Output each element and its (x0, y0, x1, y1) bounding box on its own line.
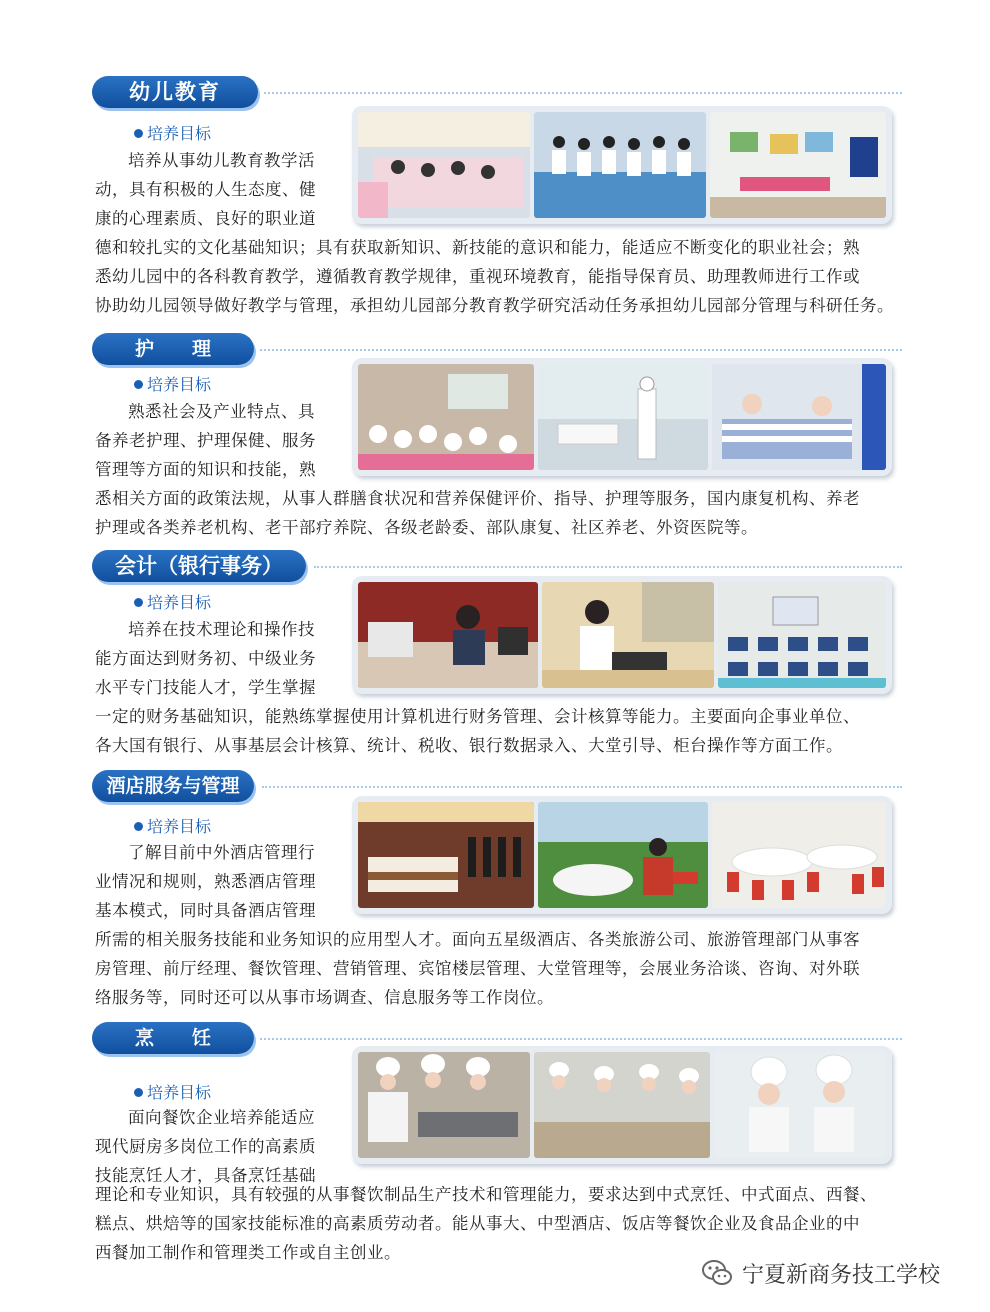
nurse-ward-photo (538, 364, 708, 470)
section-title: 会计（银行事务） (92, 550, 306, 582)
cashier-training-photo (542, 582, 714, 688)
divider (264, 92, 902, 94)
section-title: 酒店服务与管理 (92, 770, 254, 802)
watermark-text: 宁夏新商务技工学校 (742, 1262, 941, 1288)
paragraph-full: 一定的财务基础知识，能熟练掌握使用计算机进行财务管理、会计核算等能力。主要面向企事业单位、 各大国有银行、从事基层会计核算、统计、税收、银行数据录入、大堂引导、柜台操作等方面工作。 (95, 707, 860, 755)
bullet-icon (134, 129, 143, 138)
section-title: 幼儿教育 (92, 76, 258, 108)
divider (260, 349, 902, 351)
divider (260, 1038, 902, 1040)
subtitle: 培养目标 (134, 121, 211, 144)
bullet-icon (134, 1088, 143, 1097)
photo-strip (352, 796, 892, 914)
section-header-1 (92, 76, 902, 110)
paragraph-narrow: 面向餐饮企业培养能适应 现代厨房多岗位工作的高素质 技能烹饪人才，具备烹饪基础 (95, 1108, 316, 1185)
paragraph-narrow: 培养从事幼儿教育教学活 动，具有积极的人生态度、健 康的心理素质、良好的职业道 (95, 151, 316, 228)
photo-strip (352, 576, 892, 694)
divider (262, 786, 902, 788)
art-room-photo (710, 112, 886, 218)
paragraph-narrow: 熟悉社会及产业特点、具 备养老护理、护理保健、服务 管理等方面的知识和技能，熟 (95, 402, 316, 479)
wechat-icon (700, 1256, 734, 1290)
nursing-lab-photo (712, 364, 886, 470)
watermark (700, 1253, 940, 1293)
subtitle: 培养目标 (134, 372, 211, 395)
pastry-class-photo (534, 1052, 710, 1158)
bullet-icon (134, 598, 143, 607)
paragraph-full: 所需的相关服务技能和业务知识的应用型人才。面向五星级酒店、各类旅游公司、旅游管理部门从事客 房管理、前厅经理、餐饮管理、营销管理、宾馆楼层管理、大堂管理等，会展业务洽谈、咨询、对外联 络服务等，同时还可以从事市场调查、信息服务等工作岗位。 (95, 930, 860, 1007)
paragraph-full: 悉相关方面的政策法规，从事人群膳食状况和营养保健评价、指导、护理等服务，国内康复机构、养老 护理或各类养老机构、老干部疗养院、各级老龄委、部队康复、社区养老、外资医院等。 (95, 489, 860, 537)
bank-counter-photo (358, 582, 538, 688)
nursing-lecture-photo (358, 364, 534, 470)
paragraph-full: 理论和专业知识，具有较强的从事餐饮制品生产技术和管理能力，要求达到中式烹饪、中式面点、西餐、 糕点、烘焙等的国家技能标准的高素质劳动者。能从事大、中型酒店、饭店等餐饮企业及食品企业的中 西餐加工制作和管理类工作或自主创业。 (95, 1185, 877, 1262)
paragraph-narrow: 培养在技术理论和操作技 能方面达到财务初、中级业务 水平专门技能人才，学生掌握 (95, 620, 316, 697)
bullet-icon (134, 822, 143, 831)
subtitle: 培养目标 (134, 1080, 211, 1103)
chefs-closeup-photo (714, 1052, 886, 1158)
photo-strip (352, 106, 892, 224)
computer-lab-photo (718, 582, 886, 688)
photo-strip (352, 1046, 892, 1164)
hotel-room-photo (358, 802, 534, 908)
dance-class-photo (534, 112, 706, 218)
bullet-icon (134, 380, 143, 389)
photo-strip (352, 358, 892, 476)
divider (314, 566, 902, 568)
paragraph-narrow: 了解目前中外酒店管理行 业情况和规则，熟悉酒店管理 基本模式，同时具备酒店管理 (95, 843, 316, 920)
chef-class-photo (358, 1052, 530, 1158)
banquet-hall-photo (712, 802, 886, 908)
subtitle: 培养目标 (134, 814, 211, 837)
section-title: 护 理 (92, 333, 254, 365)
paragraph-full: 德和较扎实的文化基础知识；具有获取新知识、新技能的意识和能力，能适应不断变化的职业社会；熟 悉幼儿园中的各科教育教学，遵循教育教学规律，重视环境教育，能指导保育员、助理教师进行工作或 协助幼儿园领导做好教学与管理，承担幼儿园部分教育教学研究活动任务承担幼儿园部分管理与科研任务。 (95, 238, 894, 315)
section-title: 烹 饪 (92, 1022, 254, 1054)
table-setting-outdoor-photo (538, 802, 708, 908)
subtitle: 培养目标 (134, 590, 211, 613)
classroom-children-photo (358, 112, 530, 218)
